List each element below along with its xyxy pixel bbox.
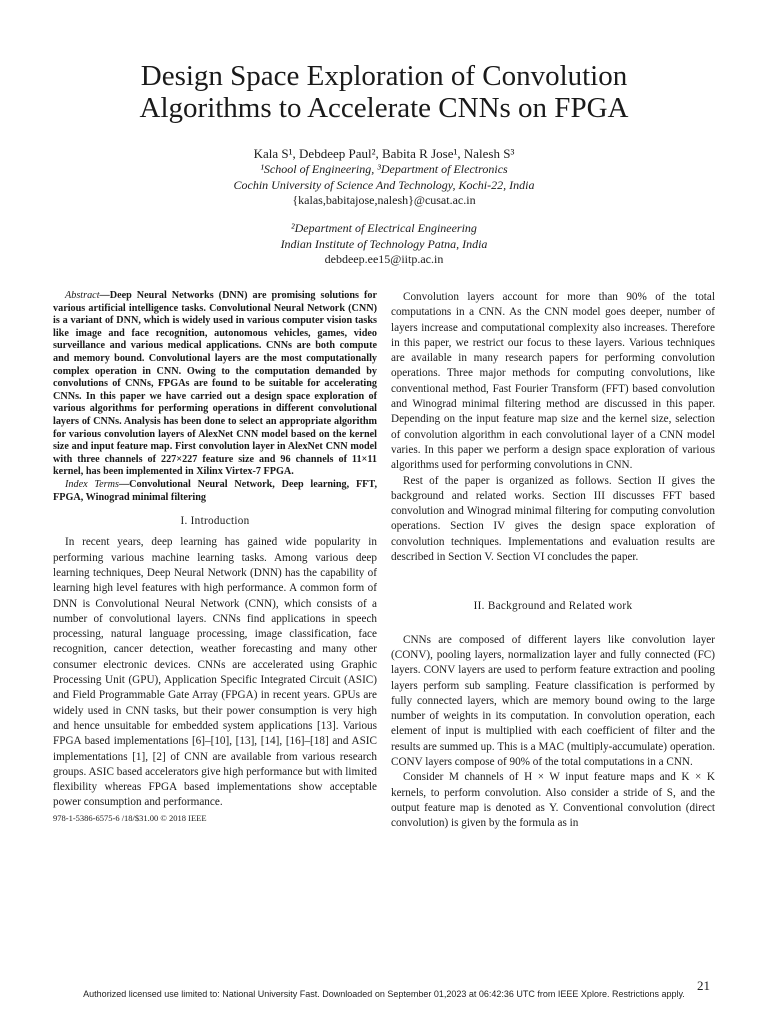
abstract-lead: Abstract [65,290,100,301]
right-column [391,290,715,832]
left-column [53,290,377,826]
section-heading-introduction: I. Introduction [180,515,250,528]
affiliation-1-dept: ¹School of Engineering, ³Department of Electronics [260,162,508,176]
background-paragraph-2: Consider M channels of H × W input feature maps and K × K kernels, to perform convolution. Also consider a stride of S, and the output feature map is denoted as Y. Conventional convolution (direct convolution) is given by the formula as in [391,771,715,830]
intro-paragraph-1: In recent years, deep learning has gained wide popularity in performing various machine learning tasks. Among various deep learning techniques, Deep Neural Network (DNN) has the capability of learning high level features with high performance. A common form of DNN is Convolutional Neural Network (CNN), which consists of a number of convolutional layers. CNNs find applications in speech processing, natural language processing, image classification, face recognition, cancer detection, weather forecasting and many other consumer electronic devices. CNNs are accelerated using Graphic Processing Unit (GPU), Application Specific Integrated Circuit (ASIC) and Field Programmable Gate Array (FPGA) in recent years. GPUs are widely used in CNN tasks, but their power consumption is very high and hence unsuitable for embedded system applications [13]. Various FPGA based implementations [6]–[10], [13], [14], [16]–[18] and ASIC implementations [1], [2] of CNN are available from various research groups. ASIC based accelerators give high performance but with limited flexibility whereas FPGA based implementations show acceptable power consumption and performance. [53,536,377,809]
affiliation-2-institute: Indian Institute of Technology Patna, India [280,236,488,251]
abstract [53,290,377,479]
affiliation-1-university: Cochin University of Science And Technology, Kochi-22, India [233,177,535,192]
title-line-1: Design Space Exploration of Convolution [140,60,628,92]
index-terms-text: —Convolutional Neural Network, Deep learning, FFT, FPGA, Winograd minimal filtering [53,478,377,503]
affiliation-2-email[interactable]: debdeep.ee15@iitp.ac.in [324,252,444,266]
author-list: Kala S¹, Debdeep Paul², Babita R Jose¹, Nalesh S³ [253,146,515,161]
abstract-text: —Deep Neural Networks (DNN) are promising solutions for various artificial intelligence tasks. Convolutional Neural Network (CNN) is a variant of DNN, which is widely used in various computer vision tasks like image and face recognition, autonomous vehicles, games, video surveillance and various medical applications. CNNs are both compute and memory bound. Convolutional layers are the most computationally complex operation in CNN. Owing to the computation demanded by convolutions of CNNs, FPGAs are found to be suitable for accelerating CNNs. In this paper we have carried out a design space exploration of various algorithms for performing operations in different convolutional layers of CNNs. Analysis has been done to select an appropriate algorithm for various convolution layers of AlexNet CNN model based on the kernel size and input feature map. First convolution layer in AlexNet CNN model with three channels of 227×227 feature size and 96 channels of 11×11 kernel, has been implemented in Xilinx Virtex-7 FPGA. [53,290,377,478]
affiliation-1-email[interactable]: {kalas,babitajose,nalesh}@cusat.ac.in [292,193,476,207]
index-terms [53,479,377,504]
intro-paragraph-3: Rest of the paper is organized as follows. Section II gives the background and related works. Section III discusses FFT based convolution and Winograd minimal filtering for computing convolution operations. Section IV gives the design space exploration of convolution techniques. Implementations and evaluation results are described in Section V. Section VI concludes the paper. [391,474,715,564]
copyright-notice: 978-1-5386-6575-6 /18/$31.00 © 2018 IEEE [53,812,207,823]
background-paragraph-1: CNNs are composed of different layers like convolution layer (CONV), pooling layers, normalization layer and fully connected (FC) layers. CONV layers are used to perform feature extraction and pooling layers perform sub sampling. Feature classification is performed by fully connected layers, which are memory bound owing to the large number of weights in its computation. In convolution operation, each element of input is multiplied with each coefficient of filter and the results are summed up. This is a MAC (multiply-accumulate) operation. CONV layers compose of 90% of the total computations in a CNN. [391,633,715,769]
license-footer: Authorized licensed use limited to: National University Fast. Downloaded on September 01,2023 at 06:42:36 UTC from IEEE Xplore. Restrictions apply. [83,989,685,999]
page-number: 21 [697,978,710,993]
intro-paragraph-2: Convolution layers account for more than 90% of the total computations in a CNN. As the CNN model goes deeper, number of layers increase and computational complexity also increases. Therefore in this paper, we restrict our focus to these layers. Various techniques are available in many research papers for performing convolution operations. Three major methods for computing convolutions, like conventional method, Fast Fourier Transform (FFT) based convolution and Winograd minimal filtering method are discussed in this paper. Depending on the input feature map size and the kernel size, selection of convolution algorithm in each convolutional layer of a CNN model varies. In this paper we perform a design space exploration of various algorithms used for performing convolutions in CNN. [391,291,715,472]
paper-title [60,60,708,124]
affiliation-2-block [60,221,708,268]
affiliation-2-dept: ²Department of Electrical Engineering [291,221,477,235]
index-terms-lead: Index Terms [65,478,119,490]
section-heading-background: II. Background and Related work [473,600,633,613]
author-block [60,146,708,209]
title-line-2: Algorithms to Accelerate CNNs on FPGA [139,92,629,124]
